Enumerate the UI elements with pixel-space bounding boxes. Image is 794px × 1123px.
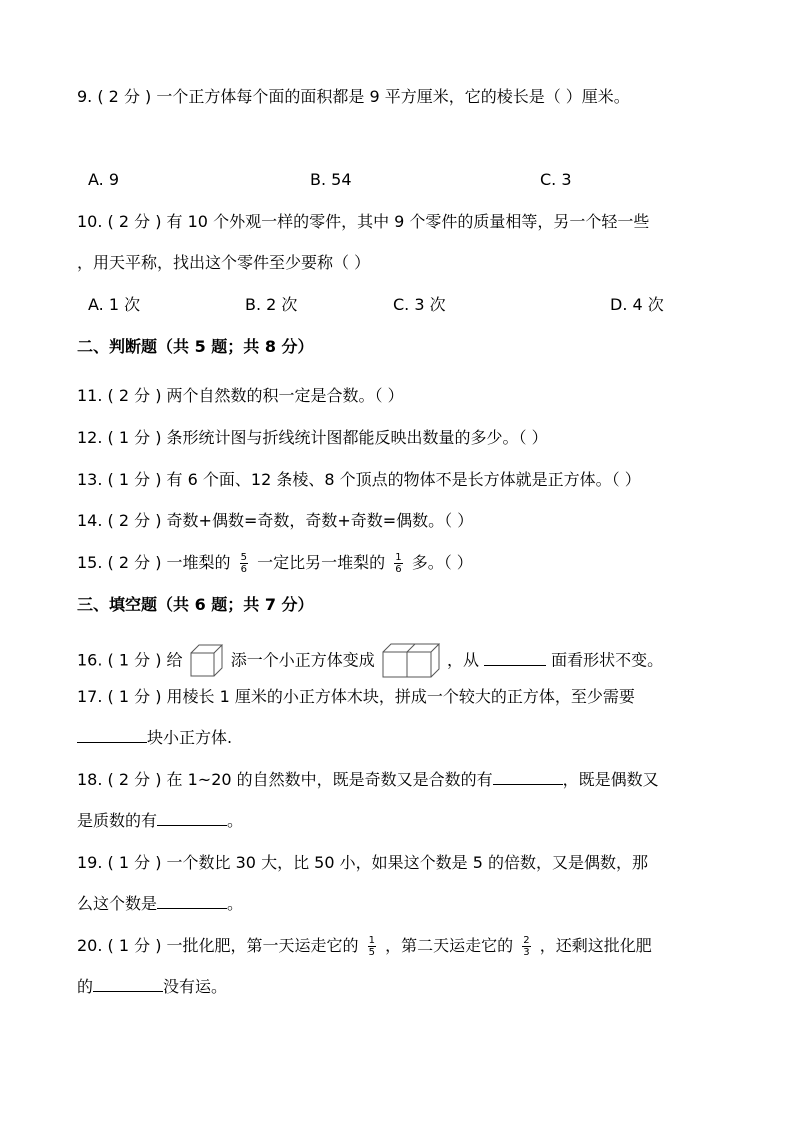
question-18-line-2 — [77, 811, 243, 831]
fraction-5-6 — [240, 552, 248, 575]
question-9-option-b: B. 54 — [310, 170, 352, 189]
question-20-prefix: 20. ( 1 分 ) 一批化肥，第一天运走它的 — [77, 936, 359, 955]
question-16-after: ，从 — [446, 650, 479, 670]
fraction-denominator: 6 — [240, 564, 248, 575]
question-9-option-a: A. 9 — [88, 170, 120, 189]
fraction-denominator: 5 — [368, 947, 376, 958]
answer-blank — [484, 651, 546, 666]
question-18-line2-prefix: 是质数的有 — [77, 811, 158, 830]
section-2-heading: 二、判断题（共 5 题；共 8 分） — [77, 337, 314, 356]
question-10-option-d: D. 4 次 — [610, 295, 664, 314]
question-9 — [77, 87, 630, 107]
answer-blank — [157, 894, 227, 909]
question-20-line2-suffix: 没有运。 — [163, 977, 228, 996]
question-20-line-2 — [77, 977, 227, 997]
question-14: 14. ( 2 分 ) 奇数+偶数=奇数，奇数+奇数=偶数。（ ） — [77, 511, 474, 530]
question-16-prefix: 16. ( 1 分 ) 给 — [77, 650, 183, 670]
question-20-suffix: ，还剩这批化肥 — [539, 936, 652, 955]
question-17-line-2 — [77, 728, 232, 748]
single-cube-figure — [190, 644, 224, 678]
question-18-suffix: ，既是偶数又 — [562, 770, 659, 789]
answer-blank — [93, 977, 163, 992]
question-10-line-1: 10. ( 2 分 ) 有 10 个外观一样的零件，其中 9 个零件的质量相等，另一个轻一些 — [77, 212, 650, 231]
fraction-numerator: 5 — [240, 552, 248, 563]
fraction-denominator: 6 — [395, 564, 402, 575]
fraction-numerator: 1 — [368, 935, 376, 946]
question-15-prefix: 15. ( 2 分 ) 一堆梨的 — [77, 553, 231, 572]
fraction-1-5 — [368, 935, 376, 958]
question-15 — [77, 552, 473, 575]
fraction-2-3 — [522, 935, 530, 958]
question-12: 12. ( 1 分 ) 条形统计图与折线统计图都能反映出数量的多少。（ ） — [77, 428, 548, 447]
question-20-middle: ，第二天运走它的 — [385, 936, 514, 955]
fraction-numerator: 1 — [395, 552, 402, 563]
question-10-option-b: B. 2 次 — [245, 295, 298, 314]
question-18-prefix: 18. ( 2 分 ) 在 1~20 的自然数中，既是奇数又是合数的有 — [77, 770, 493, 789]
question-11: 11. ( 2 分 ) 两个自然数的积一定是合数。（ ） — [77, 386, 404, 405]
fraction-denominator: 3 — [523, 947, 530, 958]
question-16-middle: 添一个小正方体变成 — [230, 650, 375, 670]
question-9-text: 9. ( 2 分 ) 一个正方体每个面的面积都是 9 平方厘米，它的棱长是（ ）厘米。 — [77, 87, 630, 106]
question-19-line2-prefix: 么这个数是 — [77, 894, 158, 913]
question-10-option-a: A. 1 次 — [88, 295, 141, 314]
double-cube-figure — [382, 643, 440, 679]
question-17-suffix: 块小正方体. — [147, 728, 233, 747]
question-18-line-1 — [77, 770, 659, 790]
question-20-line2-prefix: 的 — [77, 977, 94, 996]
fraction-numerator: 2 — [523, 935, 530, 946]
question-15-suffix: 多。（ ） — [411, 553, 473, 572]
question-13: 13. ( 1 分 ) 有 6 个面、12 条棱、8 个顶点的物体不是长方体就是正方体。（ ） — [77, 470, 641, 489]
section-3-heading: 三、填空题（共 6 题；共 7 分） — [77, 595, 314, 614]
question-10-line-2: ，用天平称，找出这个零件至少要称（ ） — [77, 253, 371, 272]
question-19-line2-suffix: 。 — [227, 894, 244, 913]
question-19-line-2 — [77, 894, 243, 914]
question-16 — [77, 643, 663, 679]
question-18-line2-suffix: 。 — [227, 811, 244, 830]
answer-blank — [77, 728, 147, 743]
question-17-line-1: 17. ( 1 分 ) 用棱长 1 厘米的小正方体木块，拼成一个较大的正方体，至少需要 — [77, 687, 635, 706]
answer-blank — [157, 811, 227, 826]
answer-blank — [493, 770, 563, 785]
question-20-line-1 — [77, 935, 652, 958]
question-10-option-c: C. 3 次 — [393, 295, 446, 314]
fraction-1-6 — [394, 552, 402, 575]
question-15-middle: 一定比另一堆梨的 — [257, 553, 386, 572]
question-9-option-c: C. 3 — [540, 170, 572, 189]
question-19-line-1: 19. ( 1 分 ) 一个数比 30 大，比 50 小，如果这个数是 5 的倍数，又是偶数，那 — [77, 853, 648, 872]
question-16-suffix: 面看形状不变。 — [551, 650, 664, 670]
